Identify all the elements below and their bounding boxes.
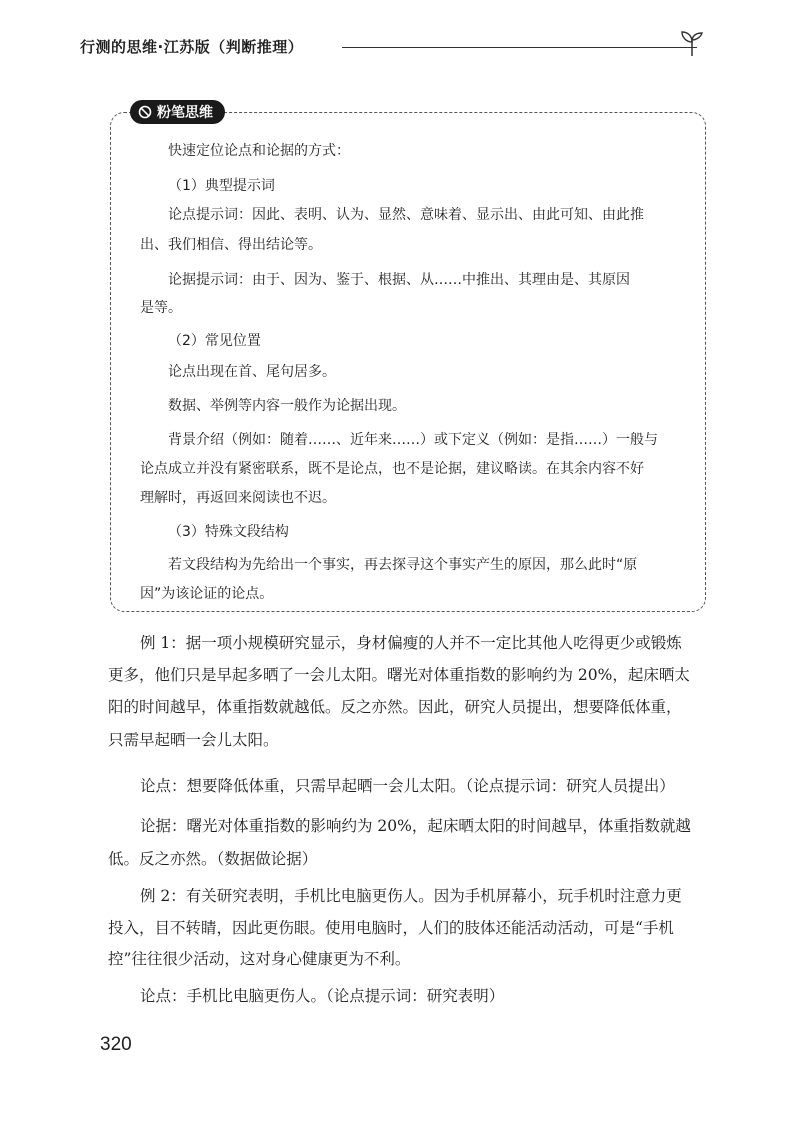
box-line: 出、我们相信、得出结论等。	[140, 237, 322, 253]
body-line: 例 2：有关研究表明，手机比电脑更伤人。因为手机屏幕小，玩手机时注意力更	[140, 887, 682, 905]
body-line: 阳的时间越早，体重指数就越低。反之亦然。因此，研究人员提出，想要降低体重，	[108, 698, 682, 716]
sprout-icon	[677, 28, 707, 58]
body-line: 例 1：据一项小规模研究显示，身材偏瘦的人并不一定比其他人吃得更少或锻炼	[140, 634, 682, 652]
box-line: 论点出现在首、尾句居多。	[168, 364, 336, 380]
box-line: 论点提示词：因此、表明、认为、显然、意味着、显示出、由此可知、由此推	[168, 207, 644, 223]
body-line: 论据：曙光对体重指数的影响约为 20%，起床晒太阳的时间越早，体重指数就越	[140, 817, 691, 835]
box-tag-label: 粉笔思维	[157, 105, 213, 121]
box-line: 数据、举例等内容一般作为论据出现。	[168, 398, 406, 414]
body-line: 只需早起晒一会儿太阳。	[108, 731, 279, 749]
box-line: 理解时，再返回来阅读也不迟。	[140, 490, 336, 506]
box-line: （1）典型提示词	[168, 178, 275, 194]
running-header	[80, 34, 700, 64]
body-line: 论点：想要降低体重，只需早起晒一会儿太阳。（论点提示词：研究人员提出）	[140, 777, 675, 795]
box-line: 是等。	[140, 300, 182, 316]
body-line: 论点：手机比电脑更伤人。（论点提示词：研究表明）	[140, 987, 505, 1005]
body-line: 更多，他们只是早起多晒了一会儿太阳。曙光对体重指数的影响约为 20%，起床晒太	[108, 666, 690, 684]
box-line: 因”为该论证的论点。	[140, 586, 274, 602]
box-line: 论据提示词：由于、因为、鉴于、根据、从……中推出、其理由是、其原因	[168, 272, 630, 288]
body-line: 低。反之亦然。（数据做论据）	[108, 850, 318, 868]
box-line: （2）常见位置	[168, 333, 261, 349]
box-line: （3）特殊文段结构	[168, 524, 289, 540]
box-line: 背景介绍（例如：随着……、近年来……）或下定义（例如：是指……）一般与	[168, 432, 658, 448]
box-line: 论点成立并没有紧密联系，既不是论点，也不是论据，建议略读。在其余内容不好	[140, 461, 644, 477]
box-line: 快速定位论点和论据的方式：	[168, 143, 350, 159]
body-line: 控”往往很少活动，这对身心健康更为不利。	[108, 950, 411, 968]
body-line: 投入，目不转睛，因此更伤眼。使用电脑时，人们的肢体还能活动活动，可是“手机	[108, 919, 674, 937]
box-tag	[130, 100, 225, 124]
box-line: 若文段结构为先给出一个事实，再去探寻这个事实产生的原因，那么此时“原	[168, 557, 638, 573]
page-number: 320	[100, 1034, 132, 1055]
header-rule	[342, 47, 697, 48]
no-entry-icon	[138, 105, 152, 119]
header-title: 行测的思维·江苏版（判断推理）	[80, 38, 304, 56]
